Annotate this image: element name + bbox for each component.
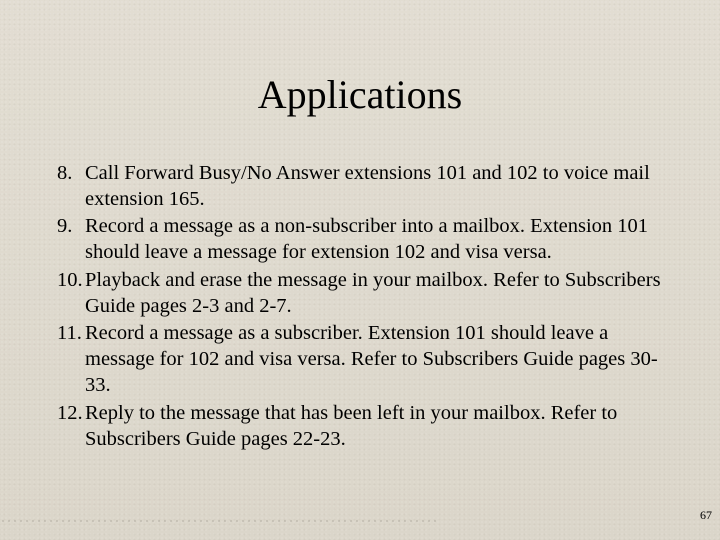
item-number: 12. <box>57 401 83 424</box>
list-item <box>57 320 677 398</box>
slide-title: Applications <box>257 72 463 117</box>
item-number: 9. <box>57 215 73 238</box>
list-item <box>57 160 677 212</box>
item-number: 8. <box>57 162 73 184</box>
list-item <box>57 267 677 319</box>
footer-dotted-rule <box>0 519 440 523</box>
page-number: 67 <box>700 508 712 522</box>
item-text: Reply to the message that has been left in your mailbox. Refer to Subscribers Guide pages 22-23. <box>85 401 618 450</box>
item-text: Record a message as a subscriber. Extension 101 should leave a message for 102 and visa versa. Refer to Subscribers Guide pages 30-33. <box>85 322 658 397</box>
item-text: Playback and erase the message in your mailbox. Refer to Subscribers Guide pages 2-3 and 2-7. <box>85 268 661 317</box>
application-list <box>57 160 677 453</box>
list-item <box>57 400 677 452</box>
item-number: 11. <box>57 322 82 345</box>
item-text: Call Forward Busy/No Answer extensions 101 and 102 to voice mail extension 165. <box>85 162 650 210</box>
item-text: Record a message as a non-subscriber into a mailbox. Extension 101 should leave a message for extension 102 and visa versa. <box>85 215 649 264</box>
item-number: 10. <box>57 268 83 291</box>
list-item <box>57 213 677 265</box>
